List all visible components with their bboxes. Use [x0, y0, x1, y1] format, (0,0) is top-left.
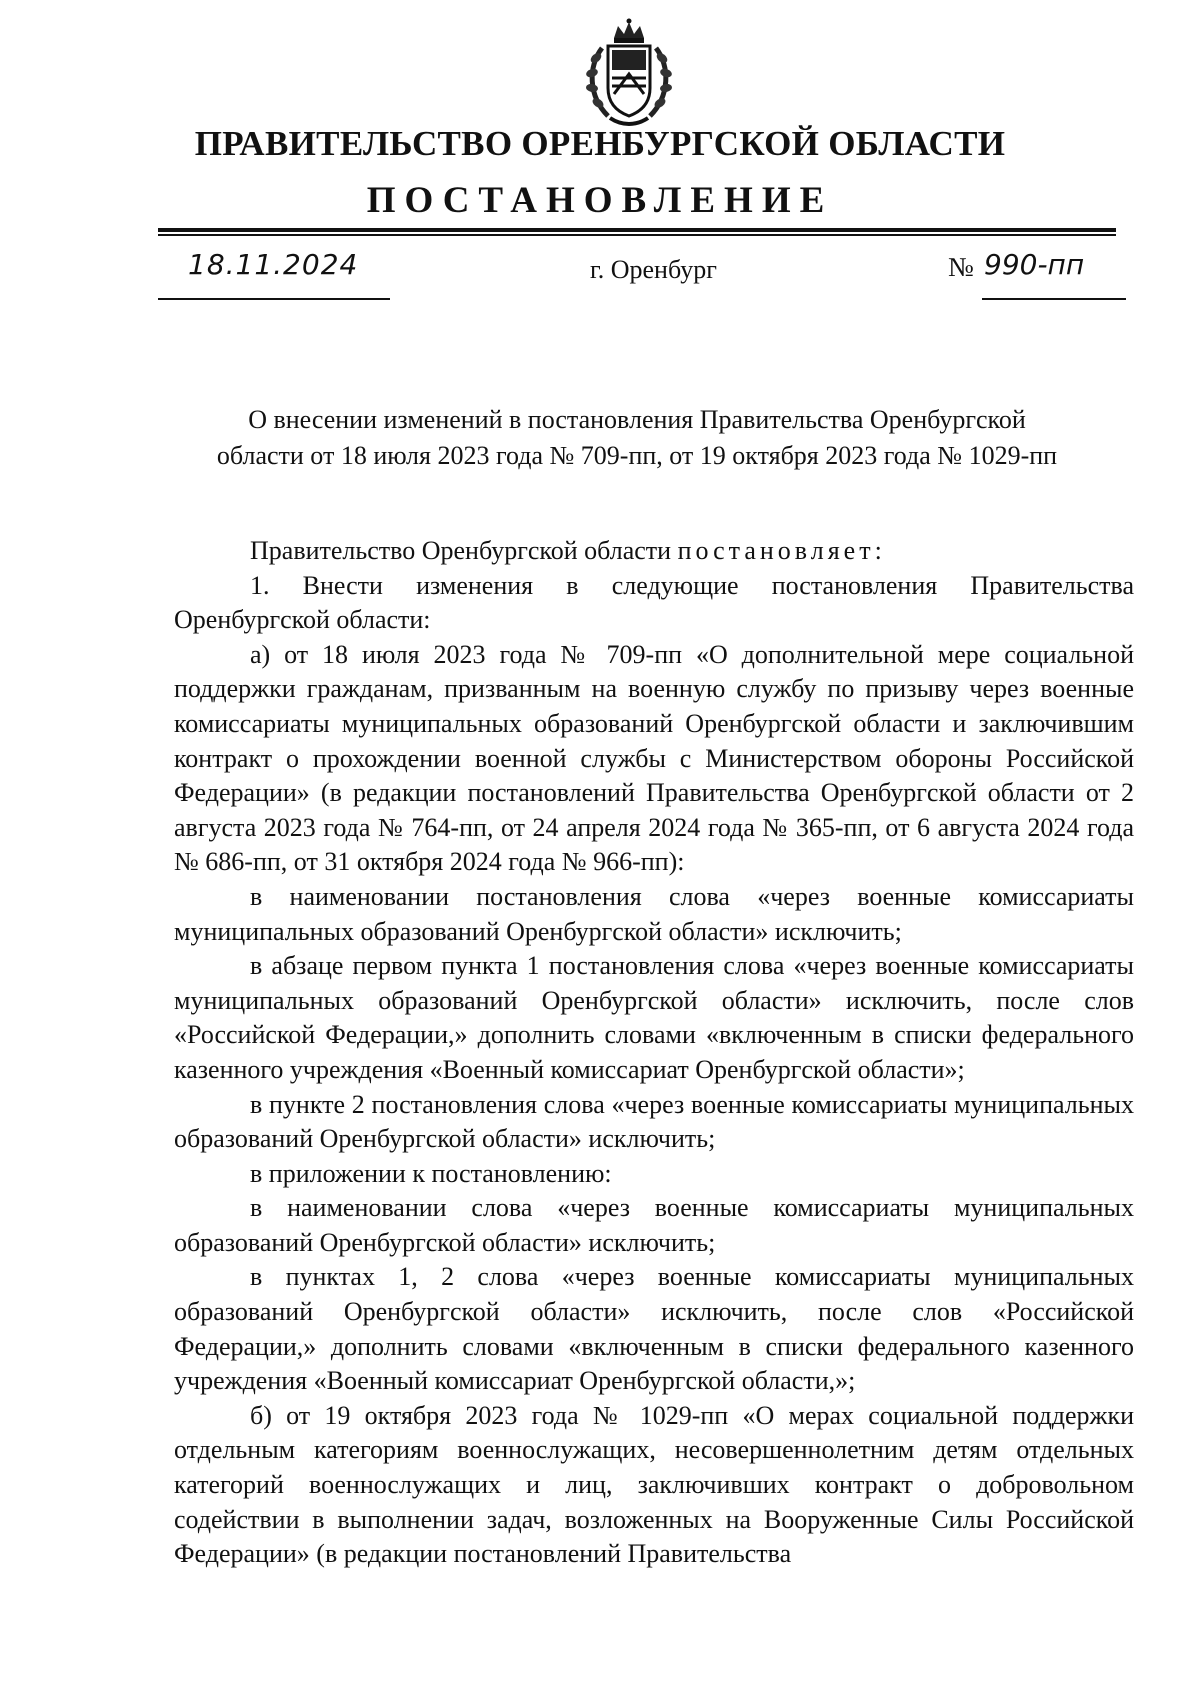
number-underline — [982, 298, 1126, 300]
document-city: г. Оренбург — [590, 255, 717, 284]
document-body — [174, 534, 1134, 1572]
preamble-text: Правительство Оренбургской области — [250, 536, 672, 565]
number-sign: № — [948, 252, 974, 282]
body-paragraph: в наименовании слова «через военные комиссариаты муниципальных образований Оренбургской области» исключить; — [174, 1193, 1134, 1257]
document-type-title: ПОСТАНОВЛЕНИЕ — [366, 180, 834, 221]
body-paragraph: в приложении к постановлению: — [250, 1158, 612, 1188]
body-paragraph: в пункте 2 постановления слова «через военные комиссариаты муниципальных образований Оренбургской области» исключить; — [174, 1089, 1134, 1154]
body-paragraph: в пунктах 1, 2 слова «через военные комиссариаты муниципальных образований Оренбургской области» исключить, после слов «Российской Федерации,» дополнить словами «включенным в списки федерального казенного учреждения «Военный комиссариат Оренбургской области,»; — [174, 1262, 1134, 1396]
header-divider-thick — [158, 228, 1116, 232]
document-date-field — [158, 244, 390, 314]
organization-name: ПРАВИТЕЛЬСТВО ОРЕНБУРГСКОЙ ОБЛАСТИ — [194, 124, 1006, 163]
body-paragraph: а) от 18 июля 2023 года № 709-пп «О дополнительной мере социальной поддержки гражданам, призванным на военную службу по призыву через военные комиссариаты муниципальных образований Оренбургской области и заключившим контракт о прохождении военной службы с Министерством обороны Российской Федерации» (в редакции постановлений Правительства Оренбургской области от 2 августа 2023 года № 764-пп, от 24 апреля 2024 года № 365-пп, от 6 августа 2024 года № 686-пп, от 31 октября 2024 года № 966-пп): — [174, 639, 1134, 877]
body-paragraph: 1. Внести изменения в следующие постановления Правительства Оренбургской области: — [174, 570, 1134, 635]
document-subject — [158, 402, 1116, 474]
body-paragraph: в наименовании постановления слова «через военные комиссариаты муниципальных образований Оренбургской области» исключить; — [174, 881, 1134, 946]
header-divider-thin — [158, 234, 1116, 236]
subject-line: О внесении изменений в постановления Правительства Оренбургской — [248, 405, 1026, 434]
date-underline — [158, 298, 390, 300]
coat-of-arms-icon — [574, 18, 684, 130]
preamble-verb: постановляет: — [677, 536, 886, 565]
handwritten-date: 18.11.2024 — [188, 248, 359, 281]
preamble-paragraph — [174, 534, 1134, 569]
handwritten-number: 990-пп — [984, 248, 1085, 281]
body-paragraph: б) от 19 октября 2023 года № 1029-пп «О мерах социальной поддержки отдельным категориям военнослужащих, несовершеннолетним детям отдельных категорий военнослужащих и лиц, заключивших контракт о добровольном содействии в выполнении задач, возложенных на Вооруженные Силы Российской Федерации» (в редакции постановлений Правительства — [174, 1400, 1134, 1569]
subject-line: области от 18 июля 2023 года № 709-пп, от 19 октября 2023 года № 1029-пп — [216, 441, 1058, 470]
body-paragraph: в абзаце первом пункта 1 постановления слова «через военные комиссариаты муниципальных образований Оренбургской области» исключить, после слов «Российской Федерации,» дополнить словами «включенным в списки федерального казенного учреждения «Военный комиссариат Оренбургской области»; — [174, 951, 1134, 1084]
document-number-field — [948, 244, 1126, 314]
